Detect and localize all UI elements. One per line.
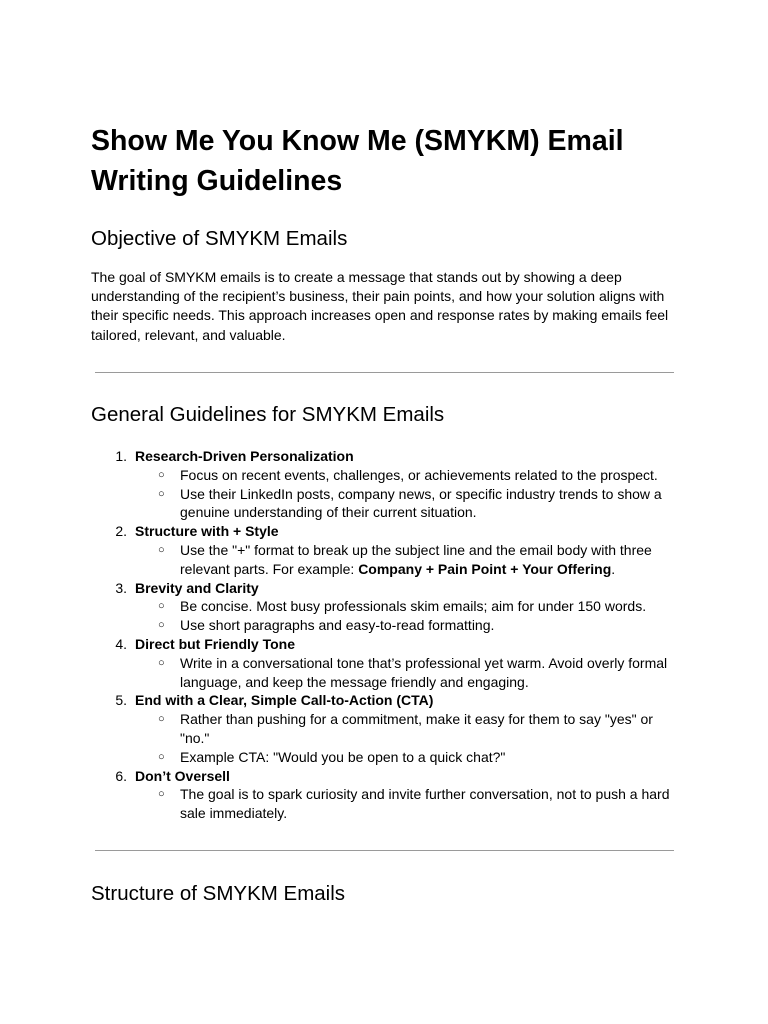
guideline-title: Brevity and Clarity [135,579,259,596]
hollow-bullet-icon: ○ [158,750,165,763]
subitem-text: Use their LinkedIn posts, company news, or specific industry trends to show a genuine understanding of their current situation. [180,485,662,521]
guideline-subitem [135,597,675,616]
guideline-title: Don’t Oversell [135,767,230,784]
hollow-bullet-icon: ○ [158,543,165,556]
guideline-subitem [135,466,675,485]
subitem-text: Rather than pushing for a commitment, make it easy for them to say "yes" or "no." [180,711,653,746]
subitem-bold-text: Company + Pain Point + Your Offering [358,560,612,577]
subitem-text: Focus on recent events, challenges, or achievements related to the prospect. [180,466,658,483]
guideline-number: 3. [115,579,127,596]
subitem-text: Use short paragraphs and easy-to-read formatting. [180,617,495,634]
horizontal-divider [95,850,674,851]
guideline-subitem [135,541,675,579]
horizontal-divider [95,372,674,373]
subitem-text: Write in a conversational tone that’s professional yet warm. Avoid overly formal language, and keep the message friendly and engaging. [180,654,668,690]
hollow-bullet-icon: ○ [158,788,165,801]
guideline-item [91,635,675,691]
hollow-bullet-icon: ○ [158,656,165,669]
objective-heading: Objective of SMYKM Emails [91,227,348,250]
guideline-sublist [135,541,675,579]
guideline-title: Research-Driven Personalization [135,448,354,464]
guideline-item [91,447,675,522]
document-title: Show Me You Know Me (SMYKM) Email Writing Guidelines [91,125,624,197]
hollow-bullet-icon: ○ [158,713,165,726]
guideline-item [91,691,675,766]
guideline-sublist [135,597,675,635]
hollow-bullet-icon: ○ [158,487,165,500]
guideline-number: 4. [115,635,127,652]
guideline-subitem [135,710,675,748]
subitem-text: The goal is to spark curiosity and invite further conversation, not to push a hard sale immediately. [180,786,670,822]
guideline-subitem [135,616,675,635]
hollow-bullet-icon: ○ [158,600,165,613]
guideline-subitem [135,654,675,692]
guideline-item [91,522,675,578]
guidelines-heading: General Guidelines for SMYKM Emails [91,403,445,426]
guideline-number: 1. [115,448,127,464]
guideline-title: Direct but Friendly Tone [135,635,295,652]
hollow-bullet-icon: ○ [158,619,165,632]
guideline-sublist [135,654,675,692]
structure-heading: Structure of SMYKM Emails [91,882,346,905]
guideline-title: End with a Clear, Simple Call-to-Action (CTA) [135,692,434,709]
subitem-text: Example CTA: "Would you be open to a quick chat?" [180,748,506,765]
guideline-subitem [135,485,675,523]
guideline-subitem [135,785,675,823]
guideline-sublist [135,785,675,823]
hollow-bullet-icon: ○ [158,468,165,481]
guideline-item [91,579,675,635]
guideline-number: 6. [115,767,127,784]
guideline-item [91,767,675,823]
objective-paragraph: The goal of SMYKM emails is to create a message that stands out by showing a deep understanding of the recipient’s business, their pain points, and how your solution aligns with their specific needs. This approach increases open and response rates by making emails feel tailored, relevant, and valuable. [91,269,669,343]
guideline-number: 5. [115,692,127,709]
guideline-sublist [135,710,675,766]
subitem-text: Use the "+" format to break up the subject line and the email body with three relevant parts. For example: [180,541,652,577]
guideline-subitem [135,748,675,767]
guideline-number: 2. [115,523,127,540]
guidelines-list [91,447,675,823]
subitem-trailing-text: . [611,560,616,577]
guideline-sublist [135,466,675,522]
guideline-title: Structure with + Style [135,523,279,540]
subitem-text: Be concise. Most busy professionals skim emails; aim for under 150 words. [180,598,647,615]
